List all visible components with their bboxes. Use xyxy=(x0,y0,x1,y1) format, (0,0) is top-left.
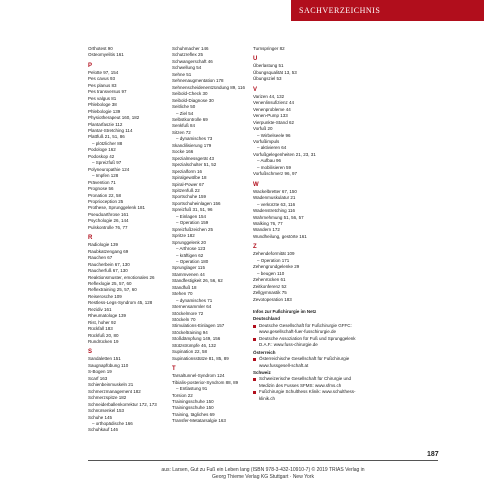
index-entry: Vorfuß 20 xyxy=(253,126,273,132)
index-entry: Osteomyelitis 161 xyxy=(88,52,124,58)
index-entry: Standfestigkeit 26, 56, 62 xyxy=(172,278,223,284)
page-number: 187 xyxy=(427,451,439,458)
index-entry: Spiralgewölbe 18 xyxy=(172,175,207,181)
index-entry: Prothese, Sprunggelenk 181 xyxy=(88,205,146,211)
index-entry: Pes valgus 81 xyxy=(88,95,117,101)
index-entry: Sportschuheinlagen 156 xyxy=(172,200,221,206)
index-entry: – plötzlicher 88 xyxy=(92,140,123,146)
index-entry: Pulskontrolle 76, 77 xyxy=(88,224,128,230)
web-info-link-item: Deutsche Assoziation für Fuß und Sprunggelenk D.A.F.: www.fuss-chirurgie.de xyxy=(253,336,363,349)
web-info-country: Schweiz xyxy=(253,370,271,376)
index-entry: Socke 166 xyxy=(172,149,194,155)
index-entry: – mobilisieren 59 xyxy=(257,164,292,170)
index-entry: Rückfall 183 xyxy=(88,326,113,332)
index-entry: Zehenrücken 61 xyxy=(253,277,286,283)
index-entry: Skandilisierung 179 xyxy=(172,142,212,148)
index-entry: – Spreizfuß 97 xyxy=(92,160,122,166)
index-entry: – kräftigen 62 xyxy=(176,252,204,258)
footer-line-2: Georg Thieme Verlag KG Stuttgart · New York xyxy=(212,474,314,480)
footer-divider xyxy=(88,460,438,461)
index-entry: – Operation 159 xyxy=(176,220,209,226)
index-entry: Raucherfuß 67, 130 xyxy=(88,268,128,274)
index-entry: Supinationsstütze 81, 85, 89 xyxy=(172,355,229,361)
index-entry: Schmerzmanagement 182 xyxy=(88,388,141,394)
index-entry: Sprunglager 115 xyxy=(172,265,205,271)
index-entry: Schwellung 54 xyxy=(172,65,202,71)
index-entry: Varizen 44, 132 xyxy=(253,93,285,99)
index-entry: Stützstrümpfe 46, 132 xyxy=(172,342,217,348)
index-entry: – Einlagen 154 xyxy=(176,213,207,219)
index-entry: Reflextraining 25, 57, 60 xyxy=(88,287,137,293)
index-entry: Spezialschulter 51, 52 xyxy=(172,162,217,168)
index-entry: S-Bogen 19 xyxy=(88,369,112,375)
index-entry: Tibialis-posterior-Syndrom 88, 89 xyxy=(172,379,239,385)
index-entry: Scarf 163 xyxy=(88,375,108,381)
web-info-box xyxy=(253,309,363,402)
index-entry: Raubkatzengang 69 xyxy=(88,248,129,254)
index-entry: Schnürsenkel 153 xyxy=(88,408,125,414)
index-entry: Rist, hoher 92 xyxy=(88,319,117,325)
index-entry: Schmerzspitze 182 xyxy=(88,395,127,401)
index-entry: Sitzen 72 xyxy=(172,129,191,135)
index-entry: Trainingsschuhe 150 xyxy=(172,399,214,405)
index-entry: Pes planus 83 xyxy=(88,82,117,88)
index-entry: Spreizfußzeichen 25 xyxy=(172,226,214,232)
index-letter-heading: U xyxy=(253,56,258,63)
index-entry: Übungsziel 53 xyxy=(253,76,282,82)
index-entry: Raucherbein 67, 130 xyxy=(88,261,130,267)
index-entry: Sehne 51 xyxy=(172,71,192,77)
index-letter-heading: P xyxy=(88,62,93,69)
index-entry: Sportschuhe 159 xyxy=(172,194,207,200)
index-entry: Sehnenaugmentation 178 xyxy=(172,78,224,84)
web-info-country: Deutschland xyxy=(253,316,281,322)
index-entry: Plattfuß 21, 51, 86 xyxy=(88,134,125,140)
index-entry: Wadenstretching 116 xyxy=(253,208,296,214)
index-entry: Wackelbretter 67, 150 xyxy=(253,188,297,194)
index-column-1 xyxy=(88,46,168,434)
index-entry: Spritze 182 xyxy=(172,233,195,239)
index-entry: Restless-Legs-Syndrom 45, 128 xyxy=(88,300,153,306)
index-entry: Prävention 71 xyxy=(88,179,116,185)
index-entry: Pseudoarthrose 161 xyxy=(88,211,129,217)
web-info-link-item: Schweizerische Gesellschaft für Chirurgie und Medizin des Fusses SFMS: www.sfms.ch xyxy=(253,376,363,389)
index-entry: – verkürzte 63, 116 xyxy=(257,201,296,207)
index-entry: Stammvenen 44 xyxy=(172,271,205,277)
index-entry: Stöckeln 70 xyxy=(172,317,196,323)
index-entry: Psychologie 26, 144 xyxy=(88,218,129,224)
index-entry: Schutzreflex 25 xyxy=(172,52,204,58)
web-info-lines xyxy=(253,316,363,402)
index-entry: – Ziel 54 xyxy=(176,110,194,116)
index-entry: Reflexlogie 25, 57, 60 xyxy=(88,280,132,286)
index-entry: Senkfuß 84 xyxy=(172,123,196,129)
index-column-3-entries xyxy=(253,46,363,303)
index-entry: Walking 76, 77 xyxy=(253,220,283,226)
index-entry: Plantar-Stretching 114 xyxy=(88,127,133,133)
index-entry: Vorfußschmerz 96, 97 xyxy=(253,171,298,177)
web-info-title: Infos zur Fußchirurgie im Netz xyxy=(253,308,317,314)
index-entry: Trainingsschuhe 150 xyxy=(172,405,214,411)
index-entry: Spreizfuß 31, 51, 96 xyxy=(172,207,213,213)
index-column-3 xyxy=(253,46,363,402)
index-letter-heading: R xyxy=(88,235,93,242)
index-entry: Stehen 70 xyxy=(172,291,193,297)
index-entry: – beugen 110 xyxy=(257,270,285,276)
index-entry: – Arthrose 123 xyxy=(176,246,206,252)
index-entry: Torsion 22 xyxy=(172,392,193,398)
index-entry: Rheumatologe 139 xyxy=(88,313,127,319)
index-entry: Pes transversus 97 xyxy=(88,89,127,95)
index-entry: Schuhmacher 146 xyxy=(172,46,209,51)
index-entry: Schneiderballenkorrektur 172, 173 xyxy=(88,401,157,407)
web-info-link-item: Fußchirurgie Schulthess Klinik: www.schulthess-klinik.ch xyxy=(253,389,363,402)
index-entry: Vorfußgelegenheiten 21, 23, 31 xyxy=(253,151,316,157)
index-entry: Orthotest 90 xyxy=(88,46,113,51)
index-entry: Phlebologie 139 xyxy=(88,108,121,114)
index-entry: – Entlastung 91 xyxy=(176,386,208,392)
index-entry: Pes cavus 93 xyxy=(88,76,116,82)
index-entry: – dynamisches 71 xyxy=(176,297,213,303)
index-entry: Phlebologe 38 xyxy=(88,102,117,108)
index-entry: Venenprobleme 44 xyxy=(253,106,291,112)
index-entry: Stimulations-Einlagen 157 xyxy=(172,323,225,329)
index-entry: Zellgymnastik 75 xyxy=(253,290,287,296)
index-entry: Überlastung 51 xyxy=(253,63,284,69)
index-entry: Übungsqualität 13, 53 xyxy=(253,69,297,75)
index-entry: Sehnenscheidenentzündung 89, 116 xyxy=(172,84,245,90)
index-entry: Radiologie 139 xyxy=(88,242,119,248)
index-entry: – Operation 171 xyxy=(257,257,290,263)
index-entry: Seibold-Check 30 xyxy=(172,91,208,97)
index-entry: – Aufbau 96 xyxy=(257,158,282,164)
index-entry: Zeitkonferenz 52 xyxy=(253,283,287,289)
index-entry: Seitliche 50 xyxy=(172,104,196,110)
index-entry: Reaktionsmuster, emotionales 26 xyxy=(88,274,155,280)
footer-line-1: aus: Larsen, Gut zu Fuß ein Leben lang (ISBN 978-3-432-10910-7) © 2019 TRIAS Verlag in xyxy=(161,467,365,473)
index-entry: – aktivieren 64 xyxy=(257,145,287,151)
index-entry: Pronation 22, 58 xyxy=(88,192,122,198)
index-letter-heading: V xyxy=(253,86,258,93)
index-entry: Spiral-Power 67 xyxy=(172,181,205,187)
index-entry: – Impfen 128 xyxy=(92,173,119,179)
index-entry: Supination 22, 58 xyxy=(172,349,208,355)
index-entry: Wadenmuskulatur 21 xyxy=(253,195,296,201)
index-entry: Stöckelmore 72 xyxy=(172,310,204,316)
footer-copyright xyxy=(88,467,438,481)
index-entry: Polyneuropathie 124 xyxy=(88,166,130,172)
index-entry: Schuhe 145 xyxy=(88,414,113,420)
index-entry: – Wirbelseele 96 xyxy=(257,132,291,138)
index-entry: Prognose 56 xyxy=(88,186,114,192)
index-entry: Proprioception 25 xyxy=(88,198,124,204)
index-entry: Zehengrundgelenke 29 xyxy=(253,264,300,270)
index-entry: Rezidiv 161 xyxy=(88,306,112,312)
web-info-link-item: Österreichische Gesellschaft für Fußchirurgie www.fussgesell-schaft.at xyxy=(253,356,363,369)
index-entry: Pelotte 97, 154 xyxy=(88,69,119,75)
index-entry: Standfuß 18 xyxy=(172,284,197,290)
index-entry: Physiotherapeut 160, 182 xyxy=(88,115,140,121)
web-info-link-item: Deutsche Gesellschaft für Fußchirurgie GFFC: www.gesellschaft-fuer-fusschirurgie.de xyxy=(253,323,363,336)
index-entry: Schwangerschaft 46 xyxy=(172,58,213,64)
index-entry: Rauchen 67 xyxy=(88,255,113,261)
index-entry: Reiserosche 109 xyxy=(88,293,122,299)
index-entry: Vierpunkte-Stand 62 xyxy=(253,119,294,125)
index-entry: Plantarfaszie 112 xyxy=(88,121,123,127)
index-entry: Venenlinsufizienz 44 xyxy=(253,100,295,106)
index-letter-heading: Z xyxy=(253,244,257,251)
index-entry: Wundheilung, gestörte 161 xyxy=(253,233,307,239)
index-entry: Sandaletten 151 xyxy=(88,356,121,362)
index-entry: Rundrücken 19 xyxy=(88,339,119,345)
index-entry: – dynamisches 73 xyxy=(176,136,213,142)
index-entry: Podologe 162 xyxy=(88,147,116,153)
index-entry: Wandern 172 xyxy=(253,227,280,233)
index-entry: Podoskop 42 xyxy=(88,153,115,159)
index-entry: – orthopädische 166 xyxy=(92,421,133,427)
index-entry: Tarsaltunnel-Syndrom 124 xyxy=(172,373,225,379)
running-header-title: SACHVERZEICHNIS xyxy=(299,6,381,15)
index-entry: Spitzenfuß 22 xyxy=(172,187,200,193)
index-entry: Spezialmessgerät 43 xyxy=(172,155,215,161)
index-entry: Zevotoperation 183 xyxy=(253,296,292,302)
index-letter-heading: W xyxy=(253,181,259,188)
index-entry: Wahrnehmung 51, 56, 57 xyxy=(253,214,304,220)
web-info-country: Österreich xyxy=(253,349,276,355)
index-entry: Vorfußimpuls xyxy=(253,138,280,144)
index-entry: Selbstkontrolle 69 xyxy=(172,116,208,122)
index-letter-heading: S xyxy=(88,349,93,356)
index-entry: Schienbeinmuskeln 21 xyxy=(88,382,134,388)
index-letter-heading: T xyxy=(172,366,176,373)
index-entry: Transfer-Metatarsalgie 163 xyxy=(172,418,226,424)
index-entry: – Operation 180 xyxy=(176,258,209,264)
index-entry: Sprunggelenk 20 xyxy=(172,239,207,245)
index-entry: Sternensammler 64 xyxy=(172,304,212,310)
index-entry: Stöckeltraining 94 xyxy=(172,329,208,335)
index-entry: Spezialform 16 xyxy=(172,168,203,174)
running-header xyxy=(291,0,484,21)
index-entry: Turnspringer 82 xyxy=(253,46,285,51)
index-entry: Rückfuß 20, 80 xyxy=(88,332,119,338)
index-entry: Schuhkauf 146 xyxy=(88,427,119,433)
index-entry: Seibold-Diagnose 30 xyxy=(172,97,214,103)
index-entry: Training, tägliches 69 xyxy=(172,411,215,417)
index-entry: Stoßdämpfung 149, 156 xyxy=(172,336,221,342)
index-entry: Zehendeformität 109 xyxy=(253,251,295,257)
index-entry: Venen-Pump 133 xyxy=(253,113,288,119)
index-entry: Saugnapfübung 110 xyxy=(88,362,129,368)
